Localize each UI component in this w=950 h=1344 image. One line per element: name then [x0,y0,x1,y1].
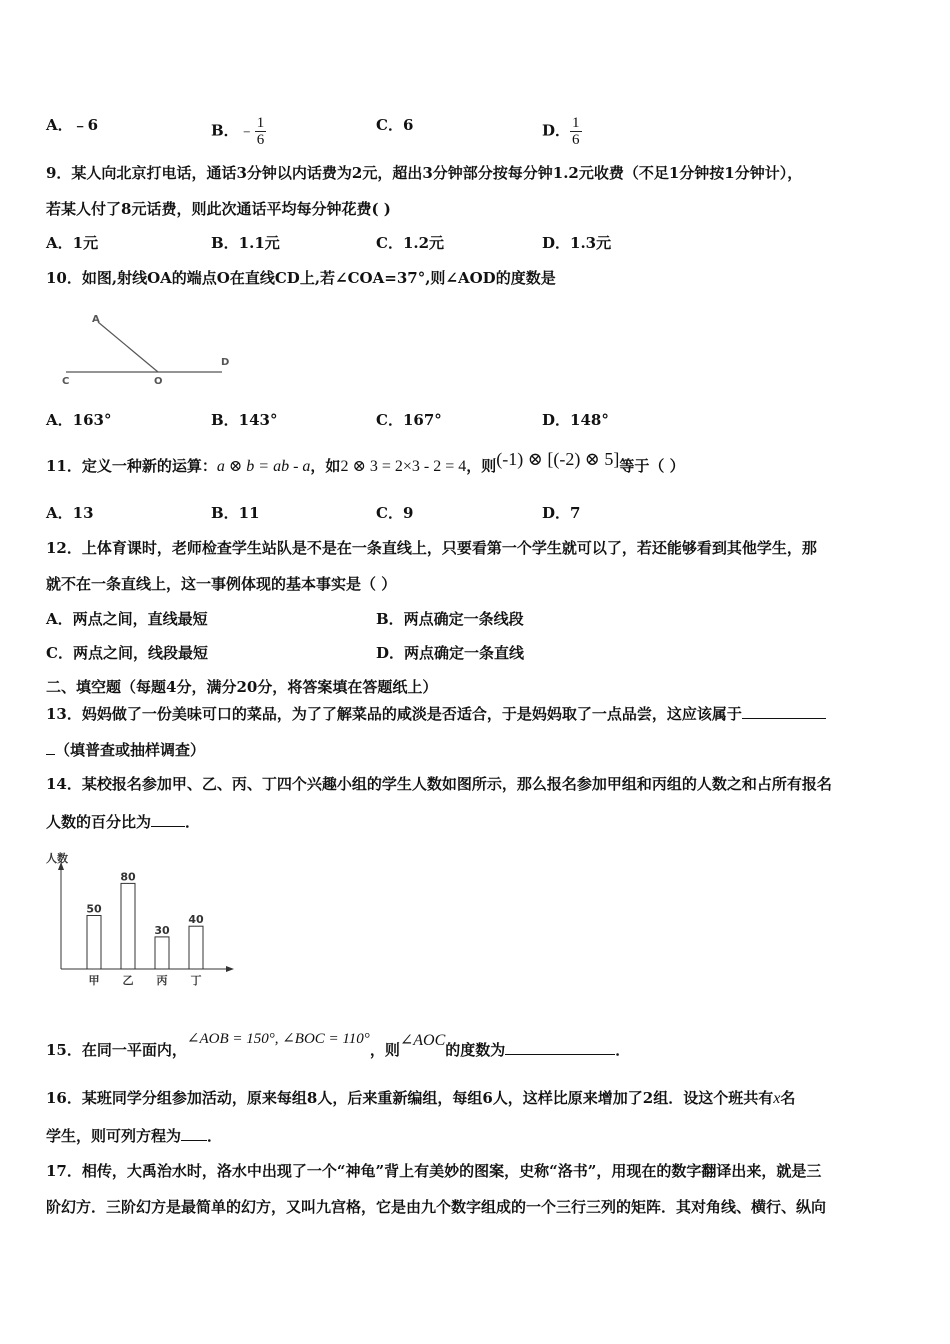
q8-option-a: A．﹣6 [46,116,99,134]
x-axis-arrow [226,966,234,972]
q14-text: 人数的百分比为 [46,813,152,831]
q15-line [46,1031,631,1061]
bar-乙 [121,883,135,969]
q8-option-d-denominator: 6 [572,132,580,148]
q11-example: 2 ⊗ 3 = 2×3 - 2 = 4 [340,458,467,475]
q8-option-b-fraction [255,115,267,148]
q10-option-d: D．148° [542,411,609,429]
q15-angle: ∠AOC [399,1032,446,1049]
q13-line1 [46,704,826,724]
q8-option-d [542,115,582,148]
q8-option-b-sign: ﹣ [238,122,255,140]
q9-option-b: B．1.1元 [211,234,280,252]
q9-option-a: A．1元 [46,234,99,252]
q13-text: 13．妈妈做了一份美味可口的菜品，为了了解菜品的咸淡是否适合，于是妈妈取了一点品尝，这应该属于 [46,705,742,723]
label-a: A [92,314,100,325]
q10-option-c: C．167° [376,411,442,429]
q8-option-b-numerator: 1 [256,115,265,131]
q11-prefix: 11．定义一种新的运算： [46,457,217,475]
q11-option-a: A．13 [46,504,94,522]
bar-value-label: 80 [120,870,136,884]
q11-expression: (-1) ⊗ [(-2) ⊗ 5] [496,449,620,469]
bar-value-label: 40 [188,913,204,927]
bar-丁 [189,926,203,969]
q11-suffix: 等于（ ） [619,457,685,475]
q8-option-b [211,115,266,148]
q11-line [46,449,685,477]
q11-option-b: B．11 [211,504,260,522]
q9-option-d: D．1.3元 [542,234,612,252]
label-d: D [221,357,230,368]
category-tick-label: 丙 [156,974,168,987]
q8-option-b-prefix: B． [211,121,239,140]
q14-answer-blank[interactable] [151,812,185,827]
q13-line2 [46,740,205,760]
q8-option-d-numerator: 1 [572,115,580,131]
q17-line2: 阶幻方．三阶幻方是最简单的幻方，又叫九宫格，它是由九个数字组成的一个三行三列的矩阵．其对角线、横行、纵向 [46,1198,827,1216]
label-o: O [154,376,163,387]
ray-oa [98,322,158,372]
section-2-heading: 二、填空题（每题4分，满分20分，将答案填在答题纸上） [46,678,438,696]
y-axis-label: 人数 [46,852,68,865]
q12-option-d: D．两点确定一条直线 [376,644,525,662]
q9-line1: 9．某人向北京打电话，通话3分钟以内话费为2元，超出3分钟部分按每分钟1.2元收费（不足1分钟按1分钟计）， [46,164,803,182]
q13-answer-blank-cont[interactable] [46,740,55,755]
bar-丙 [155,937,169,969]
q12-option-a: A．两点之间，直线最短 [46,610,208,628]
q12-option-b: B．两点确定一条线段 [376,610,524,628]
bar-value-label: 30 [154,923,170,937]
q12-line1: 12．上体育课时，老师检查学生站队是不是在一条直线上，只要看第一个学生就可以了，若还能够看到其他学生，那 [46,539,817,557]
q16-line1 [46,1088,795,1109]
q10-figure [58,308,238,388]
q10-option-b: B．143° [211,411,278,429]
q8-option-d-prefix: D． [542,121,571,140]
q10-option-a: A．163° [46,411,112,429]
q8-option-c: C．6 [376,116,414,134]
q15-period: ． [615,1041,631,1059]
q15-then: ，则 [369,1041,400,1059]
q12-line2: 就不在一条直线上，这一事例体现的基本事实是（ ） [46,575,397,593]
q16-period: ． [207,1127,223,1145]
q13-hint: （填普查或抽样调查） [55,741,206,759]
q13-answer-blank[interactable] [742,704,826,719]
category-tick-label: 丁 [190,974,202,987]
q16-text: 16．某班同学分组参加活动，原来每组8人，后来重新编组，每组6人，这样比原来增加了2组．设这个班共有 [46,1089,774,1107]
q11-formula: a ⊗ b = ab - a [216,458,311,475]
q10-text: 10．如图,射线OA的端点O在直线CD上,若∠COA=37°,则∠AOD的度数是 [46,269,556,287]
q16-text-end: 名 [780,1089,796,1107]
label-c: C [62,376,70,387]
q16-line2 [46,1126,222,1146]
q9-option-c: C．1.2元 [376,234,445,252]
q8-option-b-denominator: 6 [256,132,265,148]
q15-answer-blank[interactable] [505,1040,615,1055]
q9-line2: 若某人付了8元话费，则此次通话平均每分钟花费( ) [46,200,391,218]
q11-option-c: C．9 [376,504,414,522]
bar-甲 [87,916,101,970]
category-tick-label: 乙 [122,974,134,987]
q11-mid: ，如 [310,457,341,475]
category-tick-label: 甲 [88,974,100,987]
q14-line1: 14．某校报名参加甲、乙、丙、丁四个兴趣小组的学生人数如图所示，那么报名参加甲组和丙组的人数之和占所有报名 [46,775,832,793]
q16-variable: x [773,1090,781,1107]
bar-chart [40,848,240,993]
q15-condition: ∠AOB = 150°, ∠BOC = 110° [186,1031,370,1047]
q17-line1: 17．相传，大禹治水时，洛水中出现了一个“神龟”背上有美妙的图案，史称“洛书”，用现在的数字翻译出来，就是三 [46,1162,822,1180]
q16-answer-blank[interactable] [181,1126,207,1141]
q11-then: ，则 [466,457,497,475]
q14-line2 [46,812,200,832]
q12-option-c: C．两点之间，线段最短 [46,644,208,662]
q14-period: ． [185,813,201,831]
q11-option-d: D．7 [542,504,581,522]
bar-value-label: 50 [86,902,102,916]
q15-prefix: 15．在同一平面内， [46,1041,187,1059]
q15-suffix: 的度数为 [445,1041,506,1059]
q16-text-2: 学生，则可列方程为 [46,1127,182,1145]
q8-option-d-fraction [570,115,582,148]
